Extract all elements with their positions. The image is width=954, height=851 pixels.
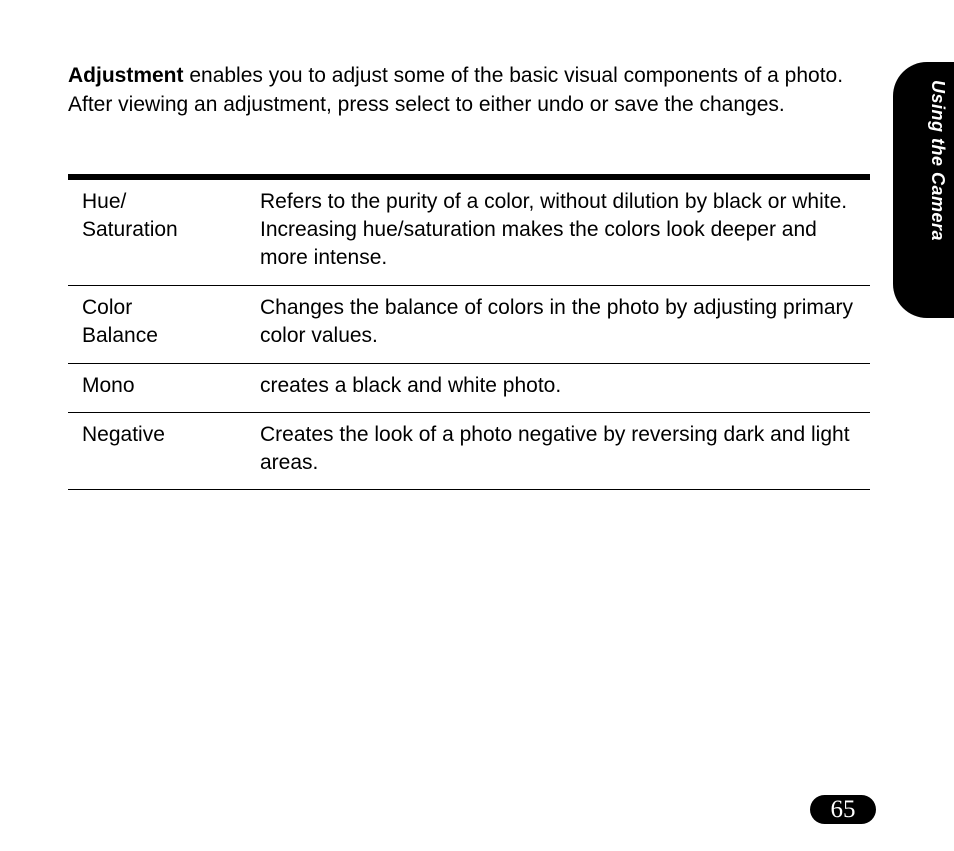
table-row — [68, 413, 870, 490]
table-term — [68, 294, 260, 350]
adjustment-table — [68, 174, 870, 490]
table-description: Creates the look of a photo negative by reversing dark and light areas. — [260, 423, 850, 474]
table-term — [68, 421, 260, 477]
table-description: creates a black and white photo. — [260, 374, 562, 397]
table-term — [68, 372, 260, 400]
term-line: Hue/ — [82, 190, 127, 213]
term-line: Negative — [82, 423, 165, 446]
table-description: Refers to the purity of a color, without dilution by black or white. Increasing hue/saturation makes the colors look deeper and more intense. — [260, 190, 848, 269]
page-number: 65 — [810, 795, 876, 824]
table-term — [68, 188, 260, 272]
chapter-tab-label: Using the Camera — [928, 80, 948, 242]
table-row — [68, 286, 870, 364]
intro-bold-term: Adjustment — [68, 64, 184, 87]
table-description: Changes the balance of colors in the photo by adjusting primary color values. — [260, 296, 854, 347]
term-line: Mono — [82, 374, 135, 397]
intro-text: enables you to adjust some of the basic visual components of a photo. After viewing an adjustment, press select to either undo or save the changes. — [68, 64, 844, 116]
term-line: Balance — [82, 324, 158, 347]
term-line: Color — [82, 296, 133, 319]
intro-paragraph — [68, 61, 868, 119]
table-row — [68, 180, 870, 286]
term-line: Saturation — [82, 218, 178, 241]
table-row — [68, 364, 870, 413]
